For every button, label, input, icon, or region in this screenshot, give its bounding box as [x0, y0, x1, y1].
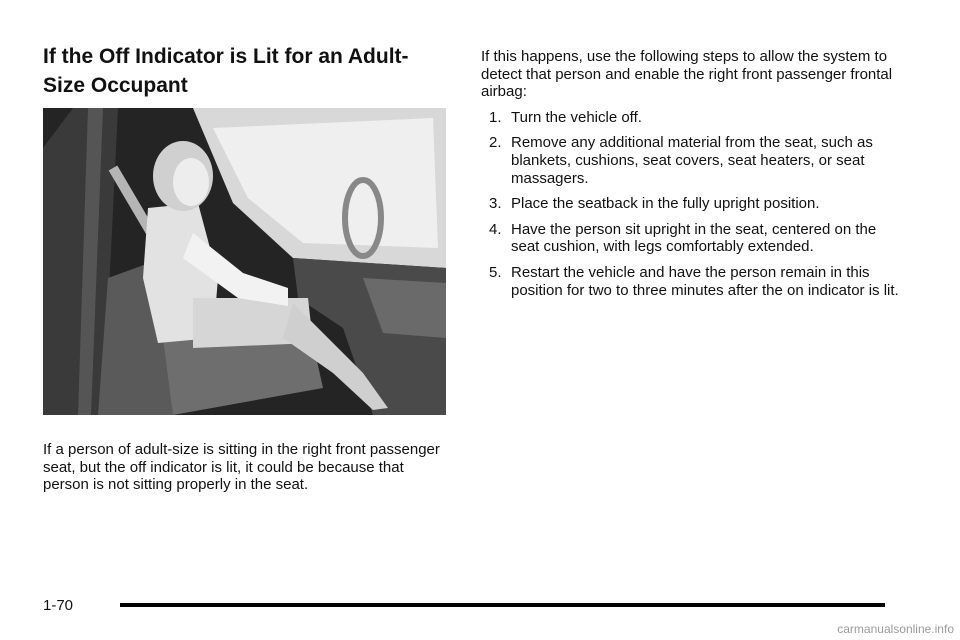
section-heading: If the Off Indicator is Lit for an Adult-Size Occupant	[43, 45, 409, 97]
step-text: Place the seatback in the fully upright position.	[511, 195, 820, 213]
passenger-photo	[43, 108, 446, 415]
list-item	[481, 195, 901, 213]
step-text: Remove any additional material from the seat, such as blankets, cushions, seat covers, seat heaters, or seat massagers.	[511, 134, 873, 187]
step-number: 4.	[489, 220, 502, 238]
step-number: 1.	[489, 108, 502, 126]
left-paragraph: If a person of adult-size is sitting in the right front passenger seat, but the off indicator is lit, it could be because that person is not sitting properly in the seat.	[43, 441, 440, 494]
list-item	[481, 221, 901, 256]
page-number: 1-70	[43, 597, 74, 614]
instructions-column	[481, 48, 901, 307]
list-item	[481, 109, 901, 127]
step-list	[481, 109, 901, 299]
watermark: carmanualsonline.info	[837, 622, 954, 636]
step-text: Have the person sit upright in the seat, centered on the seat cushion, with legs comfortably extended.	[511, 220, 877, 256]
step-number: 3.	[489, 195, 502, 213]
step-number: 2.	[489, 134, 502, 152]
list-item	[481, 134, 901, 187]
intro-paragraph: If this happens, use the following steps to allow the system to detect that person and enable the right front passenger frontal airbag:	[481, 48, 893, 101]
step-number: 5.	[489, 263, 502, 281]
seated-adult-passenger-illustration	[43, 108, 446, 415]
list-item	[481, 264, 901, 299]
footer-divider	[120, 603, 885, 607]
step-text: Restart the vehicle and have the person remain in this position for two to three minutes after the on indicator is lit.	[511, 263, 899, 299]
step-text: Turn the vehicle off.	[511, 108, 642, 126]
